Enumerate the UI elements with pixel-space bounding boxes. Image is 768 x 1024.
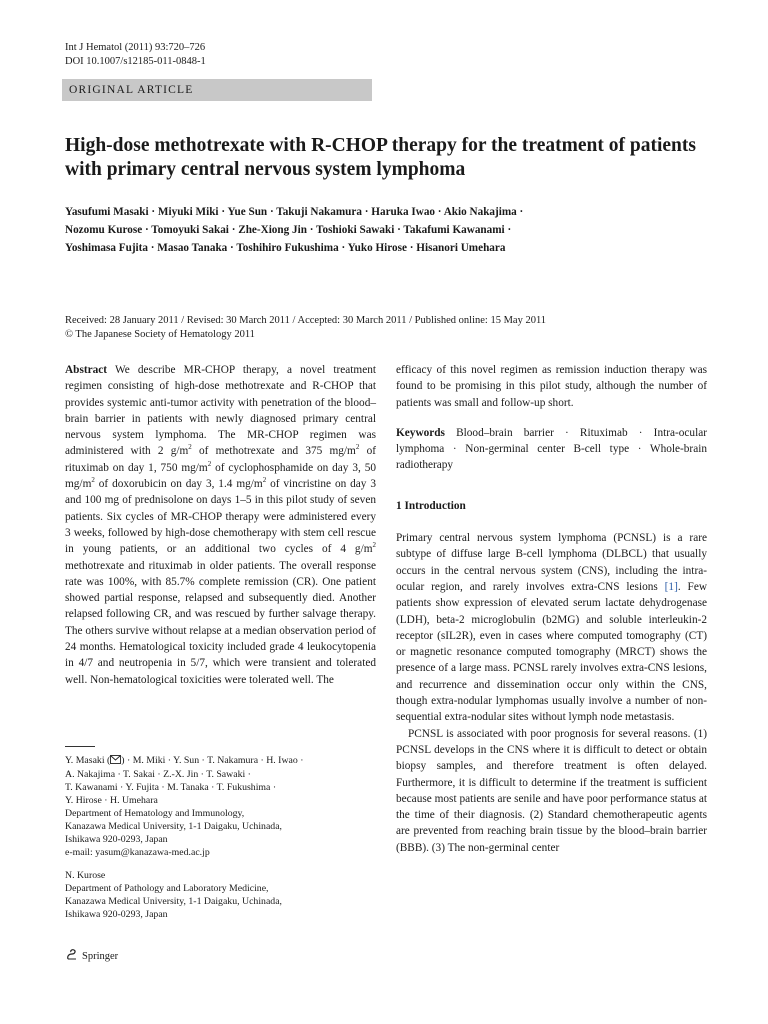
abstract-continuation: efficacy of this novel regimen as remission induction therapy was found to be promising in this pilot study, although the number of patients was small and follow-up short. — [396, 364, 707, 409]
author-affiliations: Y. Masaki ( ) · M. Miki · Y. Sun · T. Nakamura · H. Iwao · A. Nakajima · T. Sakai · Z.-X. Jin · T. Sawaki · T. Kawanami · Y. Fujita · M. Tanaka · T. Fukushima · Y. Hirose · H. Umehara Department of Hematology and Immunology, Kanazawa Medical University, 1-1 Daigaku, Uchinada, Ishikawa 920-0293, Japan e-mail: yasum@kanazawa-med.ac.jp N. Kurose Department of Pathology and Laboratory Medicine, Kanazawa Medical University, 1-1 Daigaku, Uchinada, Ishikawa 920-0293, Japan — [65, 754, 376, 921]
affiliation-authors: Y. Masaki ( ) · M. Miki · Y. Sun · T. Nakamura · H. Iwao · — [65, 755, 304, 766]
keywords-paragraph — [396, 425, 707, 474]
footnote-separator — [65, 746, 95, 747]
page-footer — [65, 948, 118, 965]
date-history: Received: 28 January 2011 / Revised: 30 March 2011 / Accepted: 30 March 2011 / Published online: 15 May 2011 — [65, 315, 547, 326]
abstract-paragraph: Abstract We describe MR-CHOP therapy, a novel treatment regimen consisting of high-dose methotrexate and R-CHOP that provides systemic anti-tumor activity with penetration of the blood–brain barrier in patients with newly diagnosed primary central nervous system lymphoma. The MR-CHOP regimen was administered with 2 $g/m^2$ of methotrexate and 375 $mg/m^2$ of rituximab on day 1, 750 $mg/m^2$ of cyclophosphamide on day 3, 50 $mg/m^2$ of doxorubicin on day 3, 1.4 $mg/m^2$ of vincristine on day 3 and 100 mg of prednisolone on days 1–5 in this pilot study of seven patients. Six cycles of MR-CHOP therapy were administered every 3 weeks, followed by high-dose chemotherapy with stem cell rescue in young patients, or an additional two cycles of 4 $g/m^2$ methotrexate and rituximab in older patients. The overall response rate was 100%, with 85.7% complete remission (CR). One patient showed partial response, relapsed and subsequently died. Another relapsed following CR, and was rescued by further salvage therapy. The others survive without relapse at a median observation period of 24 months. Hematological toxicity included grade 4 leukocytopenia in 4/7 and neutropenia in 5/7, which were transient and tolerated well. Non-hematological toxicities were tolerated well. The — [65, 364, 376, 686]
spacer — [396, 411, 707, 425]
journal-citation — [65, 41, 206, 69]
spacer — [396, 514, 707, 530]
address: Ishikawa 920-0293, Japan — [65, 834, 168, 845]
spacer — [396, 474, 707, 498]
affiliation-author-2: N. Kurose — [65, 870, 106, 881]
department: Department of Pathology and Laboratory Medicine, — [65, 883, 269, 894]
email-address[interactable]: e-mail: yasum@kanazawa-med.ac.jp — [65, 847, 210, 858]
keywords-label: Keywords — [396, 426, 445, 439]
author-line: Yoshimasa Fujita · Masao Tanaka · Toshihiro Fukushima · Yuko Hirose · Hisanori Umehara — [65, 242, 506, 254]
institution: Kanazawa Medical University, 1-1 Daigaku, Uchinada, — [65, 821, 282, 832]
address: Ishikawa 920-0293, Japan — [65, 909, 168, 920]
journal-line: Int J Hematol (2011) 93:720–726 — [65, 42, 206, 53]
copyright-line: © The Japanese Society of Hematology 2011 — [65, 329, 255, 340]
keywords-text: Blood–brain barrier · Rituximab · Intra-ocular lymphoma · Non-germinal center B-cell type · Whole-brain radiotherapy — [396, 426, 707, 472]
author-list — [65, 203, 715, 257]
author-line: Yasufumi Masaki · Miyuki Miki · Yue Sun · Takuji Nakamura · Haruka Iwao · Akio Nakajima · — [65, 206, 524, 218]
spacer — [65, 859, 376, 869]
citation-link[interactable]: [1] — [664, 580, 678, 593]
intro-paragraph-1: Primary central nervous system lymphoma (PCNSL) is a rare subtype of diffuse large B-cell lymphoma (DLBCL) that usually occurs in the central nervous system (CNS), including the intra-ocular region, and rarely involves extra-CNS lesions [1]. Few patients show expression of elevated serum lactate dehydrogenase (LDH), beta-2 microglobulin (b2MG) and soluble interleukin-2 receptor (sIL2R), even in cases where computed tomography (CT) or magnetic resonance computed tomography (MRCT) shows the presence of a large mass. PCNSL rarely involves extra-CNS lesions, and recurrence and dissemination occur only within the CNS, though extra-nodular lymphomas usually involve a number of non-sequential extra-nodular sites without lymph node metastasis. — [396, 532, 707, 724]
envelope-icon — [110, 755, 121, 768]
publication-dates — [65, 314, 715, 342]
paper-title: High-dose methotrexate with R-CHOP therapy for the treatment of patients with primary central nervous system lymphoma — [65, 135, 696, 180]
right-column — [396, 362, 707, 856]
institution: Kanazawa Medical University, 1-1 Daigaku, Uchinada, — [65, 896, 282, 907]
article-type-banner: ORIGINAL ARTICLE — [62, 79, 372, 101]
abstract-label: Abstract — [65, 364, 108, 376]
doi-line: DOI 10.1007/s12185-011-0848-1 — [65, 56, 206, 67]
springer-logo-icon — [65, 948, 79, 965]
intro-paragraph-2: PCNSL is associated with poor prognosis for several reasons. (1) PCNSL develops in the CNS where it is difficult to detect or obtain biopsy samples, and therefore treatment is often delayed. Furthermore, it is difficult to determine if the treatment is sufficient because most patients are senile and have poor performance status at the time of their diagnosis. (2) Standard chemotherapeutic agents are prevented from reaching brain tissue by the blood–brain barrier (BBB). (3) The non-germinal center — [396, 727, 707, 854]
publisher-name: Springer — [82, 951, 119, 962]
left-column — [65, 362, 376, 688]
author-line: Nozomu Kurose · Tomoyuki Sakai · Zhe-Xiong Jin · Toshioki Sawaki · Takafumi Kawanami · — [65, 224, 512, 236]
department: Department of Hematology and Immunology, — [65, 808, 245, 819]
section-heading: 1 Introduction — [396, 499, 466, 512]
